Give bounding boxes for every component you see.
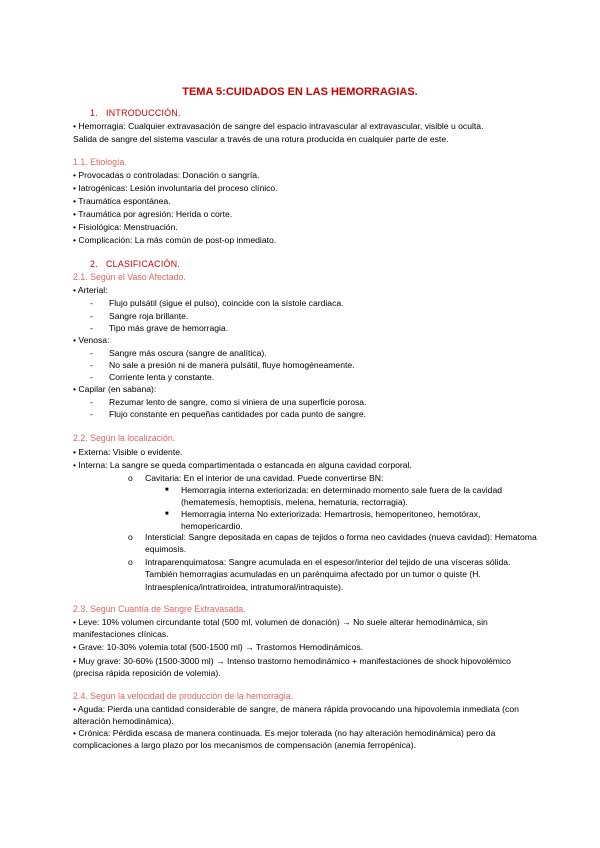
capilar-item xyxy=(90,396,530,408)
capilar-item-text: Flujo constante en pequeñas cantidades por cada punto de sangre. xyxy=(109,409,367,419)
arterial-item xyxy=(90,322,530,334)
section-1-title: INTRODUCCIÓN. xyxy=(106,108,181,118)
cavitaria-text: Cavitaria: En el interior de una cavidad. Puede convertirse BN: xyxy=(145,473,384,483)
venosa-label: • Venosa: xyxy=(73,335,110,345)
cavitaria-subitem-text: Hemorragia interna exteriorizada: en determinado momento sale fuera de la cavidad (hematemesis, hemoptisis, melena, hematuria, rectorragia). xyxy=(181,485,503,508)
section-2-title: CLASIFICACIÓN. xyxy=(106,259,181,269)
etiology-item: • Iatrogénicas: Lesión involuntaria del proceso clínico. xyxy=(73,183,278,193)
section-1-1-heading: 1.1. Etiología. xyxy=(73,157,127,167)
intersticial-item xyxy=(128,531,538,556)
section-2-2-heading: 2.2. Según la localización. xyxy=(73,433,176,443)
cavitaria-item xyxy=(128,472,538,484)
section-2-1-heading: 2.1. Según el Vaso Afectado. xyxy=(73,272,186,282)
section-1-number: 1. xyxy=(90,108,98,118)
etiology-item: • Traumática espontánea. xyxy=(73,196,171,206)
document-title: TEMA 5:CUIDADOS EN LAS HEMORRAGIAS. xyxy=(182,86,418,98)
cronica-item: • Crónica: Pérdida escasa de manera continuada. Es mejor tolerada (no hay alteración hemodinámica) pero da complicaciones a largo plazo por los mecanismos de compensación (anemia ferropénica). xyxy=(73,728,496,751)
section-1-heading xyxy=(90,107,181,119)
etiology-item: • Traumática por agresión: Herida o corte. xyxy=(73,209,233,219)
arterial-item xyxy=(90,297,530,309)
arterial-label: • Arterial: xyxy=(73,285,108,295)
section-2-heading xyxy=(90,258,180,270)
capilar-item xyxy=(90,408,530,420)
intraparenquimatosa-item xyxy=(128,556,538,593)
muy-grave-item: • Muy grave: 30-60% (1500-3000 ml) → Intenso trastorno hemodinámico + manifestaciones de shock hipovolémico (precisa rápida reposición de volemia). xyxy=(73,656,511,679)
cavitaria-subitem xyxy=(165,484,535,509)
venosa-item-text: No sale a presión ni de manera pulsátil, fluye homogéneamente. xyxy=(109,360,355,370)
arterial-item-text: Flujo pulsátil (sigue el pulso), coincide con la sístole cardiaca. xyxy=(109,298,344,308)
section-2-4-heading: 2.4. Según la velocidad de producción de la hemorragia. xyxy=(73,691,294,701)
interna-item: • Interna: La sangre se queda compartimentada o estancada en alguna cavidad corporal. xyxy=(73,460,412,470)
venosa-item xyxy=(90,359,530,371)
square-bullet: ■ xyxy=(165,511,169,517)
venosa-item xyxy=(90,371,530,383)
arterial-item-text: Sangre roja brillante. xyxy=(109,311,189,321)
capilar-item-text: Rezumar lento de sangre, como si viniera de una superficie porosa. xyxy=(109,397,367,407)
cavitaria-subitem-text: Hemorragia interna No exteriorizada: Hemartrosis, hemoperitoneo, hemotórax, hemopericardio. xyxy=(181,509,481,532)
leve-item: • Leve: 10% volumen circundante total (500 ml, volumen de donación) → No suele alterar hemodinámica, sin manifestaciones clínicas. xyxy=(73,617,488,640)
etiology-item: • Complicación: La más común de post-op inmediato. xyxy=(73,235,277,245)
intro-line-2: Salida de sangre del sistema vascular a través de una rotura producida en cualquier parte de este. xyxy=(73,134,449,144)
capilar-label: • Capilar (en sabana): xyxy=(73,384,157,394)
venosa-item xyxy=(90,347,530,359)
section-2-3-heading: 2.3. Según Cuantía de Sangre Extravasada. xyxy=(73,604,246,614)
externa-item: • Externa: Visible o evidente. xyxy=(73,447,183,457)
intersticial-text: Intersticial: Sangre depositada en capas de tejidos o forma neo cavidades (nueva cavidad): Hematoma equimosis. xyxy=(145,532,537,555)
circle-bullet: o xyxy=(128,532,133,542)
circle-bullet: o xyxy=(128,557,133,567)
intraparenquimatosa-text: Intraparenquimatosa: Sangre acumulada en el espesor/interior del tejido de una vísceras sólida. También hemorragias acumuladas en un parénquima afectado por un tumor o quiste (H. Intraesplenica/intratiroidea, intratumoral/intraquiste). xyxy=(145,557,511,592)
square-bullet: ■ xyxy=(165,487,169,493)
aguda-item: • Aguda: Pierda una cantidad considerable de sangre, de manera rápida provocando una hipovolemia inmediata (con alteración hemodinámica). xyxy=(73,704,519,727)
grave-item: • Grave: 10-30% volemia total (500-1500 ml) → Trastornos Hemodinámicos. xyxy=(73,642,364,652)
arterial-item-text: Tipo más grave de hemorragia. xyxy=(109,323,229,333)
circle-bullet: o xyxy=(128,473,133,483)
arterial-item xyxy=(90,310,530,322)
cavitaria-subitem xyxy=(165,508,535,533)
section-2-number: 2. xyxy=(90,259,98,269)
etiology-item: • Provocadas o controladas: Donación o sangría. xyxy=(73,170,260,180)
venosa-item-text: Corriente lenta y constante. xyxy=(109,372,215,382)
venosa-item-text: Sangre más oscura (sangre de analítica). xyxy=(109,348,267,358)
intro-line-1: • Hemorragia: Cualquier extravasación de sangre del espacio intravascular al extravascular, visible u oculta. xyxy=(73,121,484,131)
etiology-item: • Fisiológica: Menstruación. xyxy=(73,222,178,232)
